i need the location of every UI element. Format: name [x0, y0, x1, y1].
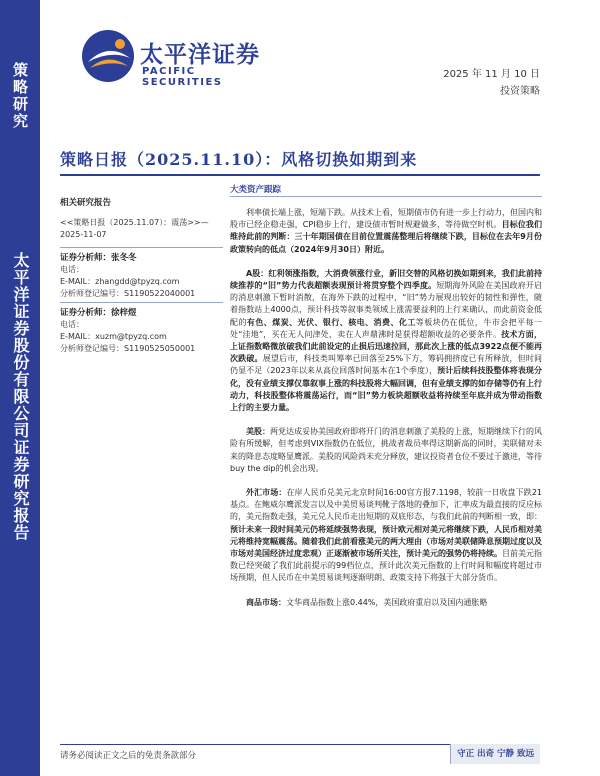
main-body [230, 207, 542, 621]
logo-text-en: PACIFIC SECURITIES [142, 66, 223, 88]
sidebar-top-label: 策略研究 [11, 62, 29, 130]
left-divider [60, 302, 223, 303]
logo-text-cn: 太平洋证券 [140, 42, 260, 68]
logo-mark-icon [80, 28, 136, 84]
analyst-email[interactable]: E-MAIL：xuzm@tpyzq.com [60, 332, 167, 341]
footer-disclaimer: 请务必阅读正文之后的免责条款部分 [60, 751, 197, 761]
title-divider [60, 174, 540, 176]
footer-motto: 守正 出奇 宁静 致远 [450, 744, 540, 764]
paragraph-commodities: 商品市场：文华商品指数上涨0.44%，美国政府重启以及国内通胀略 [246, 597, 488, 607]
left-column [60, 197, 223, 355]
analyst-email[interactable]: E-MAIL：zhangdd@tpyzq.com [60, 277, 180, 286]
paragraph-us-stocks: 美股：两党达成妥协美国政府即将开门的消息刺激了美股的上涨，短期继续下行的风险有所缓解，但考虑到VIX指数仍在低位，挑战者裁员率得这期新高的同时，美联储对未来的降息态度略显鹰派。美股的风险尚未充分释放，建议投资者仓位不要过于激进，等待buy the dip的机会出现。 [230, 427, 542, 473]
paragraph-fx: 外汇市场：在岸人民币兑美元北京时间16:00官方报7.1198，较前一日收盘下跌21基点。在鲍威尔鹰派发言以及中美贸易谈判靴子落地的叠加下，汇率成为最直接的反应标的，美元指数走强，美元兑人民币走出短期的双底形态，与我们此前的判断相一致，即：预计未来一段时间美元仍将延续强势表现，预计欧元相对美元将继续下跌，人民币相对美元将维持宽幅震荡。随着我们此前看涨美元的两大理由（市场对美联储降息预期过度以及市场对美国经济过度悲观）正逐渐被市场所关注，预计美元的强势仍将持续。目前美元指数已经突破了我们此前提示的99档位点，预计此次美元指数的上行时间和幅度将超过市场预期，但人民币在中美贸易谈判逐渐明朗、政策支持下将强于大部分货币。 [230, 488, 542, 583]
left-sidebar [0, 0, 40, 776]
left-divider [60, 247, 223, 248]
related-reports-heading: 相关研究报告 [60, 198, 112, 208]
report-category: 投资策略 [500, 86, 540, 97]
analyst-name: 证券分析师：徐梓煜 [60, 308, 137, 318]
related-report-link[interactable]: <<策略日报（2025.11.07）：震荡>>—2025-11-07 [60, 218, 209, 239]
analyst-reg-number: 分析师登记编号：S1190522040001 [60, 289, 196, 298]
page-title: 策略日报（2025.11.10）：风格切换如期到来 [60, 150, 418, 169]
sidebar-company-label: 太平洋证券股份有限公司证券研究报告 [11, 252, 30, 541]
report-date: 2025 年 11 月 10 日 [443, 69, 540, 80]
section-divider [230, 196, 542, 197]
analyst-phone: 电话： [60, 320, 84, 329]
paragraph-bonds: 利率债长端上涨，短端下跌。从技术上看，短期债市仍有进一步上行动力，但国内和股市已经企稳走强，CPI稳步上行，建设债市暂时规避做多，等待做空时机。目标位我们维持此前的判断：三十年期国债在目前位置震荡整理后将继续下跌，目标位在去年9月份政策转向的低点（2024年9月30日）附近。 [230, 208, 542, 254]
analyst-reg-number: 分析师登记编号：S1190525050001 [60, 344, 196, 353]
paragraph-a-shares: A股：红利领涨指数，大消费领涨行业，新旧交替的风格切换如期到来，我们此前持续推荐的“旧”势力代表超额表现预计将贯穿整个四季度。短期海外风险在美国政府开启的消息刺激下暂时消散，在海外下跌的过程中，“旧”势力展现出较好的韧性和弹性，随着指数站上4000点，预计科技等叙事类领域上涨需要益利的上行来确认，而此前资金低配的有色、煤炭、光伏、银行、核电、消费、化工等板块仍在低位，牛市会把平每一处“洼地”，买在无人问津处，卖在人声鼎沸时是获得超额收益的必要条件。技术方面，上证指数略微放破我们此前设定的止损后迅速拉回，那此次上涨的低点3922点便不能再次跌破。展望后市，科技类叫筹率已回落至25%下方，筹码拥挤度已有所释放，但时间仍显不足（2023年以来从高位回落时间基本在1个季度），预计后续科技股整体将表现分化，没有业绩支撑仅靠叙事上涨的科技股将大幅回调，但有业绩支撑的如存储等仍有上行动力，科技股整体将震荡运行，而“旧”势力板块超额收益将持续至年底并成为带动指数上行的主要力量。 [230, 268, 543, 413]
company-logo [80, 28, 280, 88]
analyst-name: 证券分析师：张冬冬 [60, 253, 137, 263]
analyst-phone: 电话： [60, 265, 84, 274]
section-label: 大类资产跟踪 [230, 185, 282, 195]
